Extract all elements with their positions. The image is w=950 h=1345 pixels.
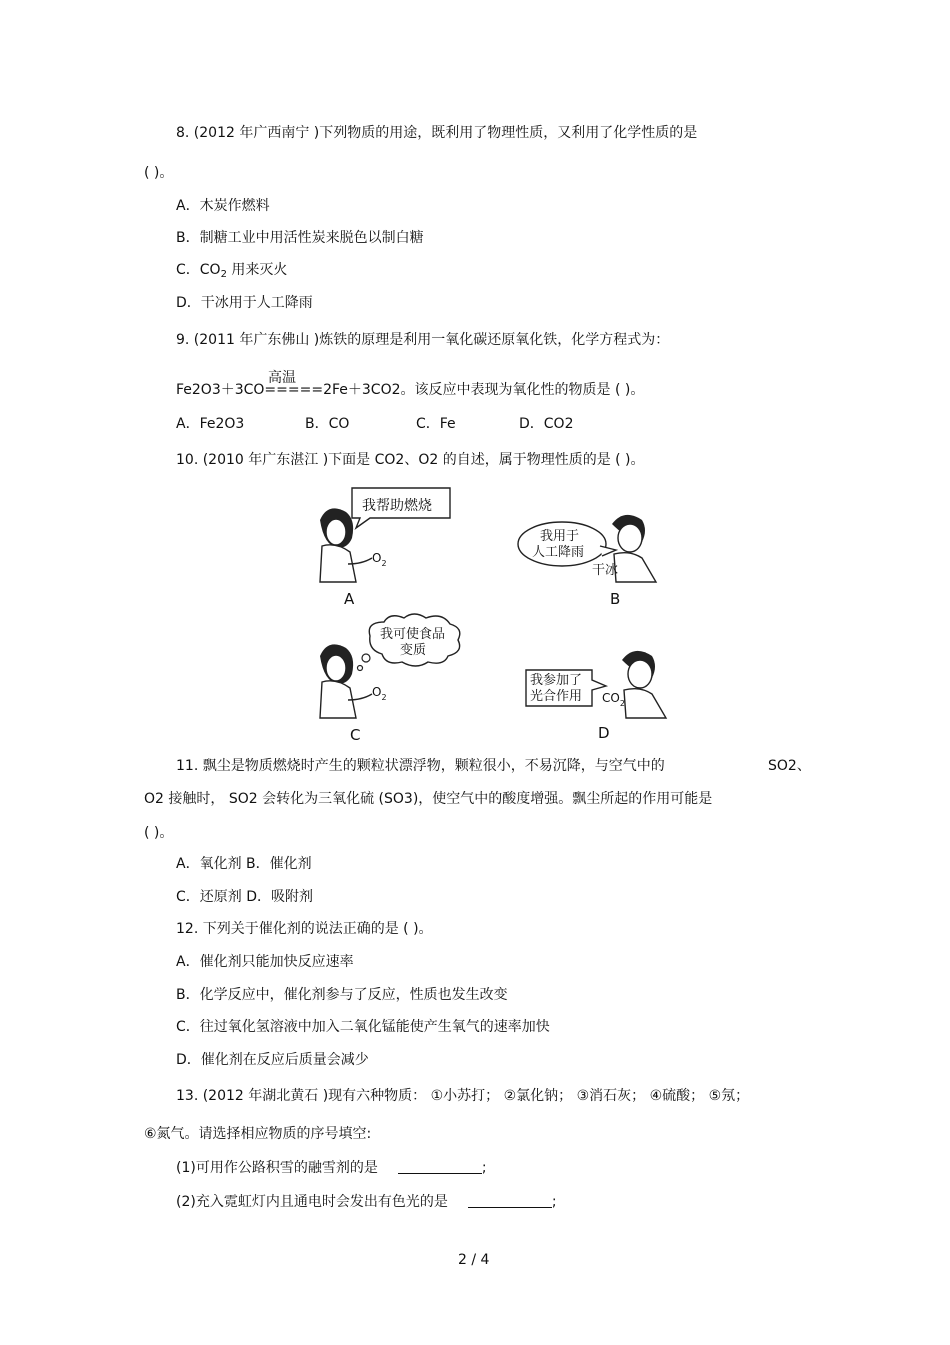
picture-c bbox=[320, 614, 460, 744]
q9-option-a: A．Fe2O3 bbox=[176, 416, 245, 432]
q10-stem: 10. (2010 年广东湛江 )下面是 CO2、O2 的自述，属于物理性质的是 ( )。 bbox=[176, 452, 645, 468]
q10-illustrations bbox=[300, 480, 680, 750]
bubble-d-line2: 光合作用 bbox=[530, 689, 583, 704]
q9-option-d: D．CO2 bbox=[519, 416, 574, 432]
bubble-b-line1: 我用于 bbox=[540, 529, 580, 544]
q12-option-c: C．往过氧化氢溶液中加入二氧化锰能使产生氧气的速率加快 bbox=[176, 1019, 550, 1035]
q9-condition: 高温 bbox=[268, 370, 296, 386]
letter-c: C bbox=[350, 726, 361, 744]
q11-line1-tail: SO2、 bbox=[768, 758, 811, 774]
fill-blank-1[interactable] bbox=[398, 1159, 482, 1174]
q13-blank-1: (1)可用作公路积雪的融雪剂的是 ; bbox=[176, 1160, 487, 1176]
q9-equation: Fe2O3＋3CO=====2Fe＋3CO2。该反应中表现为氧化性的物质是 ( )。 bbox=[176, 382, 645, 398]
letter-d: D bbox=[598, 724, 610, 742]
picture-a bbox=[320, 488, 450, 608]
q8-option-a: A．木炭作燃料 bbox=[176, 198, 270, 214]
fill-blank-2[interactable] bbox=[468, 1193, 552, 1208]
q12-option-a: A．催化剂只能加快反应速率 bbox=[176, 954, 354, 970]
q11-options-ab: A．氧化剂 B．催化剂 bbox=[176, 856, 312, 872]
q12-stem: 12. 下列关于催化剂的说法正确的是 ( )。 bbox=[176, 921, 433, 937]
q11-options-cd: C．还原剂 D．吸附剂 bbox=[176, 889, 314, 905]
bubble-a-text: 我帮助燃烧 bbox=[362, 498, 432, 514]
q12-option-d: D．催化剂在反应后质量会减少 bbox=[176, 1052, 369, 1068]
q11-line1: 11. 飘尘是物质燃烧时产生的颗粒状漂浮物，颗粒很小，不易沉降，与空气中的 bbox=[176, 758, 665, 774]
tag-d: $CO_2$ bbox=[602, 691, 625, 708]
bubble-c-line2: 变质 bbox=[400, 643, 427, 658]
q11-paren: ( )。 bbox=[144, 825, 174, 841]
q13-blank-2: (2)充入霓虹灯内且通电时会发出有色光的是 ; bbox=[176, 1194, 557, 1210]
bubble-d-line1: 我参加了 bbox=[530, 673, 583, 688]
q8-option-d: D．干冰用于人工降雨 bbox=[176, 295, 313, 311]
q11-line2: O2 接触时， SO2 会转化为三氧化硫 (SO3)，使空气中的酸度增强。飘尘所起的作用可能是 bbox=[144, 791, 713, 807]
picture-b bbox=[518, 515, 656, 608]
q8-option-b: B．制糖工业中用活性炭来脱色以制白糖 bbox=[176, 230, 424, 246]
q9-stem: 9. (2011 年广东佛山 )炼铁的原理是利用一氧化碳还原氧化铁，化学方程式为： bbox=[176, 332, 670, 348]
q13-line2: ⑥氮气。请选择相应物质的序号填空: bbox=[144, 1126, 372, 1142]
tag-a: $O_2$ bbox=[372, 551, 387, 568]
q12-option-b: B．化学反应中，催化剂参与了反应，性质也发生改变 bbox=[176, 987, 508, 1003]
tag-b: 干冰 bbox=[592, 563, 619, 578]
q9-option-b: B．CO bbox=[305, 416, 350, 432]
page-number: 2 / 4 bbox=[458, 1252, 490, 1268]
q8-stem: 8. (2012 年广西南宁 )下列物质的用途，既利用了物理性质，又利用了化学性质的是 bbox=[176, 125, 698, 141]
q8-paren: ( )。 bbox=[144, 165, 174, 181]
q13-line1: 13. (2012 年湖北黄石 )现有六种物质： ①小苏打； ②氯化钠； ③消石灰； ④硫酸； ⑤氖； bbox=[176, 1088, 750, 1104]
bubble-b-line2: 人工降雨 bbox=[532, 545, 585, 560]
letter-a: A bbox=[344, 590, 355, 608]
q9-option-c: C．Fe bbox=[416, 416, 456, 432]
q8-option-c: C．$CO_2$ 用来灭火 bbox=[176, 262, 288, 280]
letter-b: B bbox=[610, 590, 621, 608]
picture-d bbox=[526, 651, 666, 742]
tag-c: $O_2$ bbox=[372, 685, 387, 702]
bubble-c-line1: 我可使食品 bbox=[380, 627, 446, 642]
